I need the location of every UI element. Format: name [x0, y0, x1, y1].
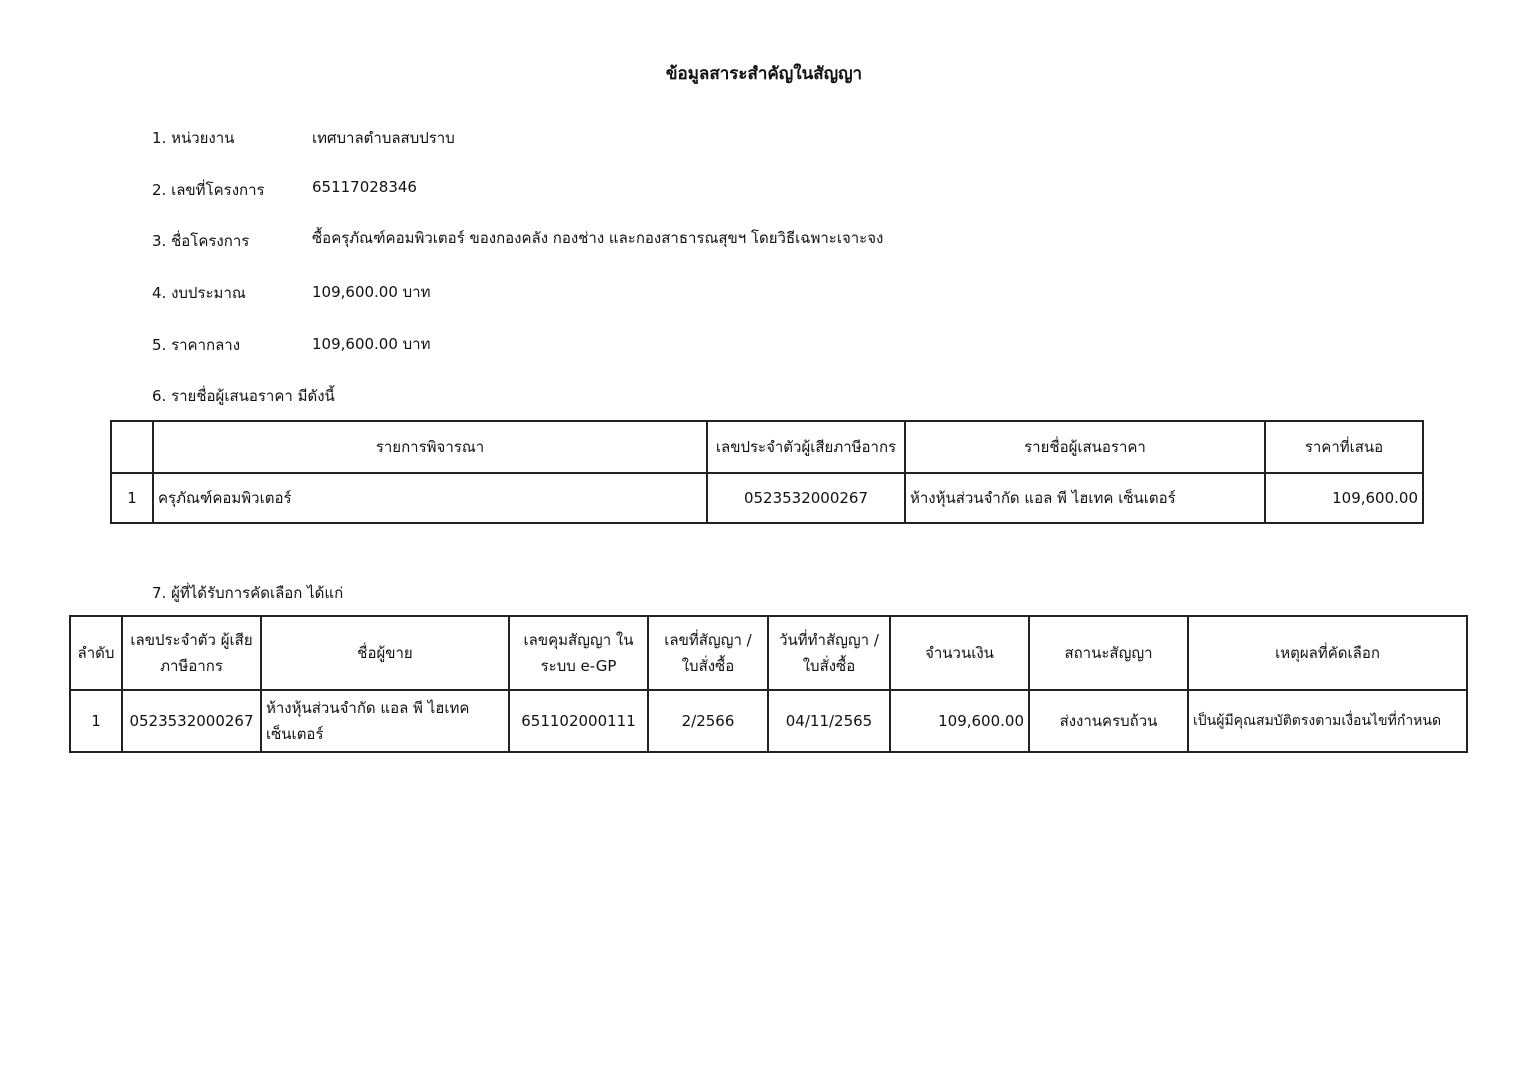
field-5-label: 5. ราคากลาง — [152, 336, 241, 354]
bidder-cell: ห้างหุ้นส่วนจำกัด แอล พี ไฮเทค เซ็นเตอร์ — [905, 473, 1265, 523]
field-2-label: 2. เลขที่โครงการ — [152, 181, 265, 199]
header-cell — [111, 421, 153, 473]
table-header-row — [111, 421, 1423, 473]
header-cell: รายการพิจารณา — [153, 421, 707, 473]
row-number: 1 — [111, 473, 153, 523]
winners-table — [69, 615, 1468, 753]
vendor-cell: ห้างหุ้นส่วนจำกัด แอล พี ไฮเทค เซ็นเตอร์ — [261, 690, 509, 752]
header-cell: ราคาที่เสนอ — [1265, 421, 1423, 473]
header-cell: เลขที่สัญญา / ใบสั่งซื้อ — [648, 616, 768, 690]
header-cell: ชื่อผู้ขาย — [261, 616, 509, 690]
table-row — [111, 473, 1423, 523]
header-cell: เลขประจำตัวผู้เสียภาษีอากร — [707, 421, 905, 473]
section-6-label: 6. รายชื่อผู้เสนอราคา มีดังนี้ — [152, 387, 335, 405]
contract-date-cell: 04/11/2565 — [768, 690, 890, 752]
header-cell: จำนวนเงิน — [890, 616, 1029, 690]
field-3-label: 3. ชื่อโครงการ — [152, 232, 250, 250]
table-row — [70, 690, 1467, 752]
field-5-value: 109,600.00 บาท — [312, 335, 431, 353]
status-cell: ส่งงานครบถ้วน — [1029, 690, 1188, 752]
tax-id-cell: 0523532000267 — [707, 473, 905, 523]
egp-number-cell: 651102000111 — [509, 690, 648, 752]
field-1-label: 1. หน่วยงาน — [152, 129, 235, 147]
table-header-row — [70, 616, 1467, 690]
header-cell: เลขคุมสัญญา ในระบบ e-GP — [509, 616, 648, 690]
contract-number-cell: 2/2566 — [648, 690, 768, 752]
field-4-value: 109,600.00 บาท — [312, 283, 431, 301]
page-title: ข้อมูลสาระสำคัญในสัญญา — [665, 64, 863, 84]
section-7-label: 7. ผู้ที่ได้รับการคัดเลือก ได้แก่ — [152, 584, 344, 602]
header-cell: รายชื่อผู้เสนอราคา — [905, 421, 1265, 473]
field-1-value: เทศบาลตำบลสบปราบ — [312, 129, 455, 147]
row-number: 1 — [70, 690, 122, 752]
reason-cell: เป็นผู้มีคุณสมบัติตรงตามเงื่อนไขที่กำหนด — [1188, 690, 1467, 752]
tax-id-cell: 0523532000267 — [122, 690, 261, 752]
header-cell: ลำดับ — [70, 616, 122, 690]
field-4-label: 4. งบประมาณ — [152, 284, 246, 302]
header-cell: วันที่ทำสัญญา / ใบสั่งซื้อ — [768, 616, 890, 690]
amount-cell: 109,600.00 — [890, 690, 1029, 752]
field-2-value: 65117028346 — [312, 178, 417, 196]
header-cell: เลขประจำตัว ผู้เสียภาษีอากร — [122, 616, 261, 690]
price-cell: 109,600.00 — [1265, 473, 1423, 523]
field-3-value: ซื้อครุภัณฑ์คอมพิวเตอร์ ของกองคลัง กองช่าง และกองสาธารณสุขฯ โดยวิธีเฉพาะเจาะจง — [312, 229, 884, 247]
header-cell: สถานะสัญญา — [1029, 616, 1188, 690]
item-cell: ครุภัณฑ์คอมพิวเตอร์ — [153, 473, 707, 523]
header-cell: เหตุผลที่คัดเลือก — [1188, 616, 1467, 690]
bidders-table — [110, 420, 1424, 524]
